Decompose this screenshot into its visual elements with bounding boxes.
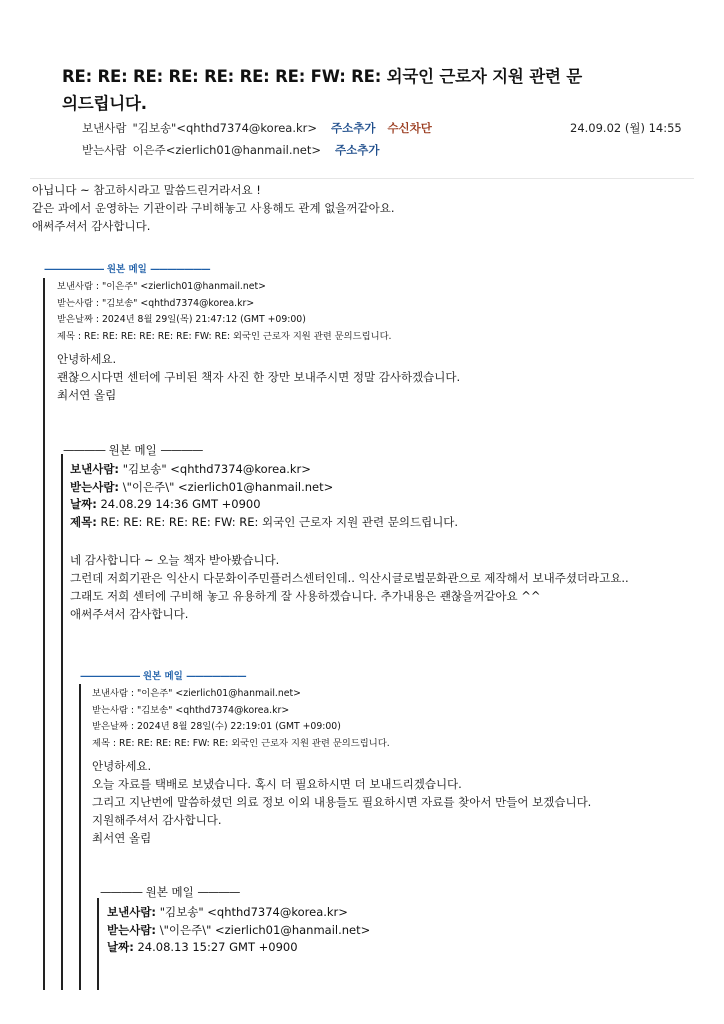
quote2-divider: ———— 원본 메일 ———— — [63, 443, 203, 457]
body-line: 같은 과에서 운영하는 기관이라 구비해놓고 사용해도 관계 없을꺼같아요. — [32, 201, 395, 215]
quote2-to-value: \"이은주\" <zierlich01@hanmail.net> — [122, 479, 334, 494]
quote3-header-line: 보낸사람 : "이은주" <zierlich01@hanmail.net> — [92, 688, 301, 699]
body-line: 아닙니다 ~ 참고하시라고 말씀드린거라서요 ! — [32, 183, 261, 197]
quote2-body-line: 그런데 저희기관은 익산시 다문화이주민플러스센터인데.. 익산시글로벌문화관으로 제작해서 보내주셨더라고요.. — [70, 571, 629, 585]
quote4-header — [107, 904, 370, 957]
quote3-body-line: 최서연 올림 — [92, 831, 152, 845]
quote2-body-line: 네 감사합니다 ~ 오늘 책자 받아봤습니다. — [70, 553, 280, 567]
quote1-header-line: 받는사람 : "김보송" <qhthd7374@korea.kr> — [57, 297, 255, 309]
quote3-header-line: 제목 : RE: RE: RE: RE: FW: RE: 외국인 근로자 지원 관련 문의드립니다. — [92, 737, 390, 749]
email-subject — [62, 63, 582, 117]
body-line: 애써주셔서 감사합니다. — [32, 219, 151, 233]
quote4-date-label: 날짜: — [107, 940, 134, 954]
quote3-body-line: 그리고 지난번에 말씀하셨던 의료 정보 이외 내용들도 필요하시면 자료를 찾아서 만들어 보겠습니다. — [92, 795, 592, 809]
quote2-subject-label: 제목: — [70, 514, 97, 529]
quote-bar-4 — [97, 898, 99, 990]
quote2-from-label: 보낸사람: — [70, 462, 120, 476]
quote1-header — [57, 279, 392, 345]
from-label: 보낸사람 — [82, 121, 127, 135]
quote2-to-label: 받는사람: — [70, 479, 120, 494]
subject-line-1: RE: RE: RE: RE: RE: RE: RE: FW: RE: 외국인 근로자 지원 관련 문 — [62, 67, 582, 86]
add-address-button-to[interactable]: 주소추가 — [335, 143, 380, 157]
email-date: 24.09.02 (월) 14:55 — [570, 121, 682, 135]
from-value: "김보송"<qhthd7374@korea.kr> — [132, 121, 317, 135]
quote-bar-3 — [79, 684, 81, 990]
quote1-divider-text: 원본 메일 — [106, 264, 147, 275]
quote4-from-label: 보낸사람: — [107, 905, 157, 919]
quote1-body — [57, 350, 460, 404]
quote3-header-line: 받는사람 : "김보송" <qhthd7374@korea.kr> — [92, 704, 290, 716]
quote1-divider: ——————— 원본 메일 ——————— — [44, 264, 210, 275]
subject-line-2: 의드립니다. — [62, 94, 147, 113]
quote3-body — [92, 757, 591, 847]
quote2-date-value: 24.08.29 14:36 GMT +0900 — [100, 497, 261, 511]
quote1-header-line: 제목 : RE: RE: RE: RE: RE: RE: FW: RE: 외국인 근로자 지원 관련 문의드립니다. — [57, 330, 392, 342]
to-value: 이은주<zierlich01@hanmail.net> — [132, 143, 321, 157]
quote-bar-2 — [61, 454, 63, 990]
quote3-body-line: 오늘 자료를 택배로 보냈습니다. 혹시 더 필요하시면 더 보내드리겠습니다. — [92, 777, 462, 791]
quote3-body-line: 안녕하세요. — [92, 759, 152, 773]
to-label: 받는사람 — [82, 143, 127, 157]
quote2-body-line: 그래도 저희 센터에 구비해 놓고 유용하게 잘 사용하겠습니다. 추가내용은 괜찮을꺼같아요 ^^ — [70, 589, 541, 603]
quote4-to-value: \"이은주\" <zierlich01@hanmail.net> — [159, 922, 371, 937]
from-row — [82, 120, 432, 136]
quote1-body-line: 안녕하세요. — [57, 352, 117, 366]
quote2-body-line: 애써주셔서 감사합니다. — [70, 607, 189, 621]
quote2-header — [70, 461, 458, 531]
quote2-subject-value: RE: RE: RE: RE: RE: FW: RE: 외국인 근로자 지원 관련 문의드립니다. — [100, 514, 459, 529]
quote-bar-1 — [43, 278, 45, 990]
quote2-body — [70, 551, 629, 623]
quote1-header-line: 받은날짜 : 2024년 8월 29일(목) 21:47:12 (GMT +09:00) — [57, 314, 306, 325]
quote1-body-line: 괜찮으시다면 센터에 구비된 책자 사진 한 장만 보내주시면 정말 감사하겠습니다. — [57, 370, 461, 384]
quote4-date-value: 24.08.13 15:27 GMT +0900 — [137, 940, 298, 954]
quote3-divider: ——————— 원본 메일 ——————— — [80, 671, 246, 682]
quote4-divider: ———— 원본 메일 ———— — [100, 885, 240, 899]
quote1-body-line: 최서연 올림 — [57, 388, 117, 402]
quote3-divider-text: 원본 메일 — [142, 671, 183, 682]
quote1-header-line: 보낸사람 : "이은주" <zierlich01@hanmail.net> — [57, 281, 266, 292]
quote2-divider-text: 원본 메일 — [108, 443, 157, 457]
quote3-header-line: 받은날짜 : 2024년 8월 28일(수) 22:19:01 (GMT +09:00) — [92, 721, 341, 732]
quote3-body-line: 지원해주셔서 감사합니다. — [92, 813, 222, 827]
quote2-date-label: 날짜: — [70, 497, 97, 511]
quote4-divider-text: 원본 메일 — [145, 885, 194, 899]
block-sender-button[interactable]: 수신차단 — [387, 121, 432, 135]
quote3-header — [92, 686, 390, 752]
email-body — [32, 181, 395, 235]
quote2-from-value: "김보송" <qhthd7374@korea.kr> — [122, 462, 311, 476]
quote4-to-label: 받는사람: — [107, 922, 157, 937]
to-row — [82, 142, 379, 158]
quote4-from-value: "김보송" <qhthd7374@korea.kr> — [159, 905, 348, 919]
header-divider — [30, 178, 694, 179]
add-address-button[interactable]: 주소추가 — [331, 121, 376, 135]
